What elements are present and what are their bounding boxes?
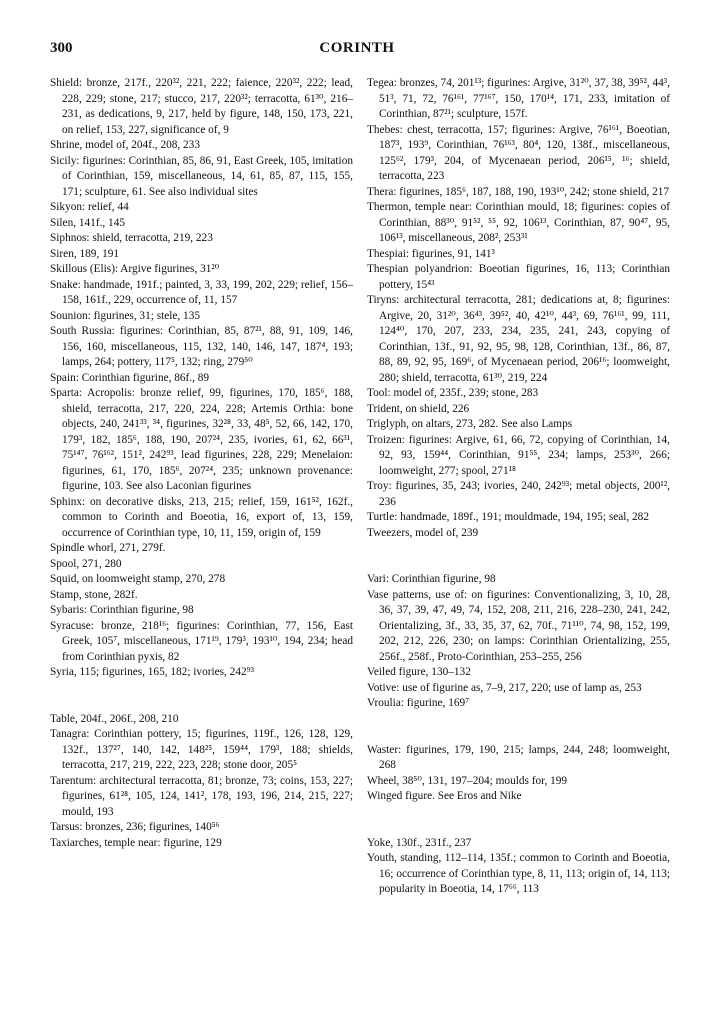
index-entry: Snake: handmade, 191f.; painted, 3, 33, 199, 202, 229; relief, 156–158, 161f., 229, occurrence of, 11, 157	[50, 278, 353, 306]
index-entry: Sounion: figurines, 31; stele, 135	[50, 309, 200, 322]
index-entry: Spool, 271, 280	[50, 557, 122, 570]
index-entry: South Russia: figurines: Corinthian, 85, 87²¹, 88, 91, 109, 146, 156, 160, miscellaneous, 115, 132, 140, 146, 147, 187⁴, 193; lamps, 264; pottery, 117⁵, 132; ring, 279⁵⁰	[50, 325, 353, 368]
index-entry: Tool: model of, 235f., 239; stone, 283	[367, 387, 539, 399]
index-entry: Waster: figurines, 179, 190, 215; lamps, 244, 248; loomweight, 268	[367, 743, 670, 771]
letter-section-gap	[50, 681, 353, 712]
index-entry: Tweezers, model of, 239	[367, 526, 479, 539]
index-entry: Skillous (Elis): Argive figurines, 31²⁰	[50, 263, 220, 275]
index-entry: Shrine, model of, 204f., 208, 233	[50, 139, 200, 151]
letter-section-gap	[367, 541, 670, 572]
index-entry: Tiryns: architectural terracotta, 281; dedications at, 8; figurines: Argive, 20, 31²⁰, 36⁴³, 39⁵², 40, 42¹⁰, 44³, 69, 76¹⁶¹, 99, 111, 124⁴⁰, 170, 207, 233, 234, 235, 241, 243, copying of Corinthian, 13f., 91, 92, 95, 98, 128, Corinthian, 13f., 86, 87, 88, 89, 92, 95, 169⁶, of Mycenaean period, 206¹⁶; loomweight, 280; shield, terracotta, 61³⁰, 219, 224	[367, 294, 670, 384]
index-entry: Yoke, 130f., 231f., 237	[367, 836, 472, 849]
index-entry: Wheel, 38⁵⁰, 131, 197–204; moulds for, 199	[367, 774, 568, 787]
index-entry: Triglyph, on altars, 273, 282. See also Lamps	[367, 418, 573, 430]
index-entry: Vroulia: figurine, 169⁷	[367, 697, 470, 709]
index-entry: Sphinx: on decorative disks, 213, 215; relief, 159, 161⁵², 162f., common to Corinth and Boeotia, 16, export of, 13, 159, occurrence of Corinthian type, 10, 11, 159, origin of, 159	[50, 495, 353, 539]
index-entry: Youth, standing, 112–114, 135f.; common to Corinth and Boeotia, 16; occurrence of Corinthian type, 8, 11, 113; origin of, 14, 113; popularity in Boeotia, 14, 17⁶⁶, 113	[367, 852, 670, 895]
index-entry: Sparta: Acropolis: bronze relief, 99, figurines, 170, 185⁶, 188, shield, terracotta, 217, 220, 224, 228; Artemis Orthia: bone objects, 240, 241³³, ³⁴, figurines, 32²⁸, 33, 48⁵, 52, 66, 142, 170, 179³, 182, 185⁶, 188, 190, 207²⁴, 235, ivories, 61, 62, 66³¹, 75¹⁴⁷, 76¹⁶², 151², 242⁹³, lead figurines, 228, 229; Menelaion: figurines, 61, 170, 185⁶, 207²⁴, 235; unknown provenance: figurine, 103. See also Laconian figurines	[50, 387, 353, 492]
index-entry: Syracuse: bronze, 218¹⁶; figurines: Corinthian, 77, 156, East Greek, 105⁷, miscellaneous, 171¹⁹, 179³, 193¹⁰, 194, 234; head from Corinthian pyxis, 82	[50, 619, 353, 663]
page-number: 300	[50, 40, 73, 56]
index-entry: Stamp, stone, 282f.	[50, 588, 138, 601]
index-entry: Siphnos: shield, terracotta, 219, 223	[50, 232, 213, 244]
letter-section-gap	[367, 805, 670, 836]
index-entry: Sicily: figurines: Corinthian, 85, 86, 91, East Greek, 105, imitation of Corinthian, 159, miscellaneous, 14, 61, 85, 87, 115, 155, 171; sculpture, 61. See also individual sites	[50, 154, 353, 198]
index-entry: Shield: bronze, 217f., 220³², 221, 222; faience, 220³², 222; lead, 228, 229; stone, 217; stucco, 217, 220³²; terracotta, 61³⁰, 216–231, as dedications, 9, 217, held by figure, 148, 150, 173, 221, on relief, 153, 227, significance of, 9	[50, 77, 353, 136]
index-entry: Tarsus: bronzes, 236; figurines, 140⁵⁶	[50, 821, 220, 833]
index-entry: Thespian polyandrion: Boeotian figurines, 16, 113; Corinthian pottery, 15⁴³	[367, 263, 670, 291]
index-column-right	[367, 76, 670, 898]
index-entry: Sybaris: Corinthian figurine, 98	[50, 604, 194, 616]
index-entry: Troy: figurines, 35, 243; ivories, 240, 242⁹³; metal objects, 200¹², 236	[367, 480, 670, 508]
index-entry: Silen, 141f., 145	[50, 216, 125, 229]
index-entry: Tanagra: Corinthian pottery, 15; figurines, 119f., 126, 128, 129, 132f., 137²⁷, 140, 142, 148²⁵, 159⁴⁴, 179³, 188; shields, terracotta, 217, 219, 222, 223, 228; stone door, 205⁵	[50, 728, 353, 771]
index-entry: Syria, 115; figurines, 165, 182; ivories, 242⁹³	[50, 666, 254, 678]
index-entry: Thespiai: figurines, 91, 141³	[367, 247, 495, 260]
index-entry: Squid, on loomweight stamp, 270, 278	[50, 573, 226, 585]
index-entry: Table, 204f., 206f., 208, 210	[50, 712, 179, 725]
index-entry: Siren, 189, 191	[50, 247, 120, 260]
index-entry: Veiled figure, 130–132	[367, 666, 471, 678]
index-entry: Thebes: chest, terracotta, 157; figurines: Argive, 76¹⁶¹, Boeotian, 187³, 193⁹, Corinthian, 76¹⁶³, 80⁴, 120, 138f., miscellaneous, 125⁶², 179³, 204, of Mycenaean period, 206¹⁵, ¹⁶; shield, terracotta, 223	[367, 123, 670, 182]
index-entry: Spindle whorl, 271, 279f.	[50, 542, 166, 554]
index-entry: Vari: Corinthian figurine, 98	[367, 573, 496, 585]
index-entry: Spain: Corinthian figurine, 86f., 89	[50, 371, 210, 384]
index-entry: Sikyon: relief, 44	[50, 201, 129, 213]
index-entry: Taxiarches, temple near: figurine, 129	[50, 836, 222, 849]
index-entry: Turtle: handmade, 189f., 191; mouldmade, 194, 195; seal, 282	[367, 511, 649, 523]
running-title: CORINTH	[319, 40, 395, 56]
index-entry: Vase patterns, use of: on figurines: Conventionalizing, 3, 10, 28, 36, 37, 39, 47, 49, 74, 152, 208, 211, 216, 228–230, 241, 242, Orientalizing, 3f., 33, 35, 37, 62, 70f., 71¹¹⁰, 74, 98, 152, 199, 202, 212, 226, 230; on lamps: Corinthian Orientalizing, 255, 256f., 258f., Proto-Corinthian, 253–255, 256	[367, 588, 670, 663]
index-entry: Trident, on shield, 226	[367, 402, 470, 415]
index-entry: Thera: figurines, 185⁶, 187, 188, 190, 193¹⁰, 242; stone shield, 217	[367, 185, 670, 198]
index-entry: Thermon, temple near: Corinthian mould, 18; figurines: copies of Corinthian, 88³⁰, 91⁵², ⁵⁵, 92, 106¹³, Corinthian, 87, 90⁴⁷, 95, 106¹³, miscellaneous, 208², 253³¹	[367, 201, 670, 244]
letter-section-gap	[367, 712, 670, 743]
index-entry: Tegea: bronzes, 74, 201¹³; figurines: Argive, 31²⁰, 37, 38, 39⁵², 44³, 51³, 71, 72, 76¹⁶¹, 77¹⁶⁷, 150, 170¹⁴, 171, 233, imitation of Corinthian, 87²¹; sculpture, 157f.	[367, 77, 671, 120]
index-entry: Tarentum: architectural terracotta, 81; bronze, 73; coins, 153, 227; figurines, 61²⁸, 105, 124, 141², 178, 193, 196, 214, 215, 227; mould, 193	[50, 774, 353, 818]
index-entry: Votive: use of figurine as, 7–9, 217, 220; use of lamp as, 253	[367, 681, 642, 694]
index-entry: Winged figure. See Eros and Nike	[367, 790, 522, 802]
index-entry: Troizen: figurines: Argive, 61, 66, 72, copying of Corinthian, 14, 92, 93, 159⁴⁴, Corinthian, 91⁵⁵, 234; lamps, 253³⁰, 266; loomweight, 277; spool, 271¹⁸	[367, 433, 670, 477]
index-column-left	[50, 76, 353, 851]
